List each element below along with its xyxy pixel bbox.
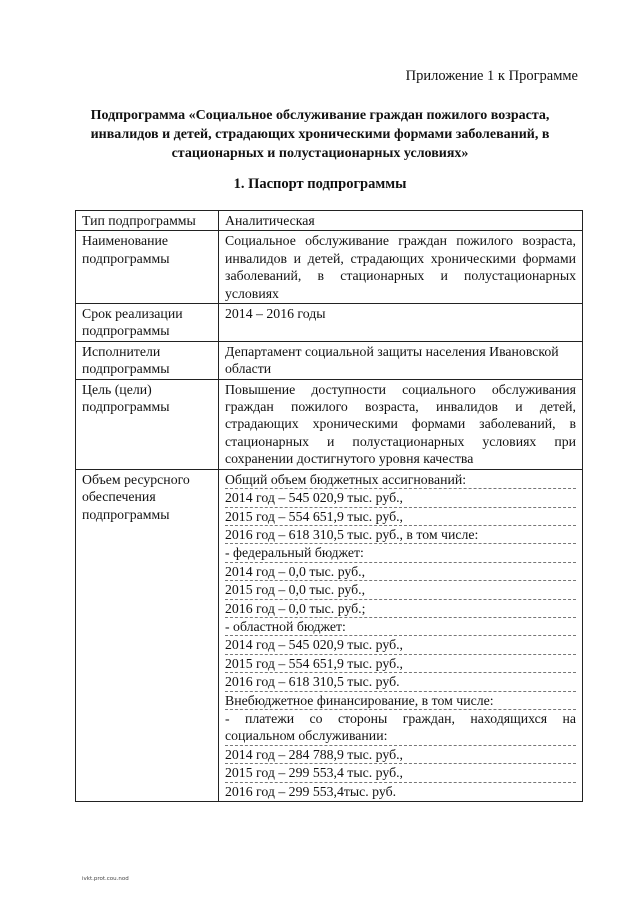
passport-table [75,210,583,802]
funding-line: 2014 год – 545 020,9 тыс. руб., [225,636,576,654]
table-row-goal [76,379,583,469]
funding-line: - областной бюджет: [225,618,576,636]
funding-line: 2015 год – 0,0 тыс. руб., [225,581,576,599]
table-row-funding [76,469,583,801]
appendix-label: Приложение 1 к Программе [405,68,578,84]
funding-line: 2016 год – 299 553,4тыс. руб. [225,783,397,799]
funding-line: - федеральный бюджет: [225,544,576,562]
row-value: Департамент социальной защиты населения Ивановской области [219,341,583,379]
funding-line: - платежи со стороны граждан, находящихся на социальном обслуживании: [225,710,576,746]
funding-lines [219,469,583,801]
table-row-type [76,211,583,231]
row-value: Повышение доступности социального обслуживания граждан пожилого возраста, инвалидов и детей, страдающих хроническими формами заболеваний, в стационарных и полустационарных условиях при сохранении достигнутого уровня качества [219,379,583,469]
table-row-executors [76,341,583,379]
funding-line: 2014 год – 284 788,9 тыс. руб., [225,746,576,764]
funding-line: 2014 год – 545 020,9 тыс. руб., [225,489,576,507]
table-row-name [76,231,583,304]
row-value: 2014 – 2016 годы [219,304,583,342]
row-label: Тип подпрограммы [76,211,219,231]
funding-line: 2014 год – 0,0 тыс. руб., [225,563,576,581]
row-label: Цель (цели) подпрограммы [76,379,219,469]
row-value: Аналитическая [219,211,583,231]
row-label: Объем ресурсного обеспечения подпрограммы [76,469,219,801]
table-row-period [76,304,583,342]
funding-line: 2015 год – 554 651,9 тыс. руб., [225,655,576,673]
row-label: Наименование подпрограммы [76,231,219,304]
subprogram-title: Подпрограмма «Социальное обслуживание граждан пожилого возраста, инвалидов и детей, страдающих хроническими формами заболеваний, в стационарных и полустационарных условиях» [90,108,550,161]
section-title: 1. Паспорт подпрограммы [233,176,407,192]
funding-line: Внебюджетное финансирование, в том числе: [225,692,576,710]
footer-note: ivkt.prot.cou.nod [82,876,129,882]
row-label: Срок реализации подпрограммы [76,304,219,342]
funding-line: Общий объем бюджетных ассигнований: [225,471,576,489]
funding-line: 2015 год – 299 553,4 тыс. руб., [225,764,576,782]
funding-line: 2015 год – 554 651,9 тыс. руб., [225,508,576,526]
funding-line: 2016 год – 0,0 тыс. руб.; [225,600,576,618]
row-value: Социальное обслуживание граждан пожилого возраста, инвалидов и детей, страдающих хроническими формами заболеваний, в стационарных и полустационарных условиях [219,231,583,304]
row-label: Исполнители подпрограммы [76,341,219,379]
funding-line: 2016 год – 618 310,5 тыс. руб. [225,673,576,691]
funding-line: 2016 год – 618 310,5 тыс. руб., в том числе: [225,526,576,544]
